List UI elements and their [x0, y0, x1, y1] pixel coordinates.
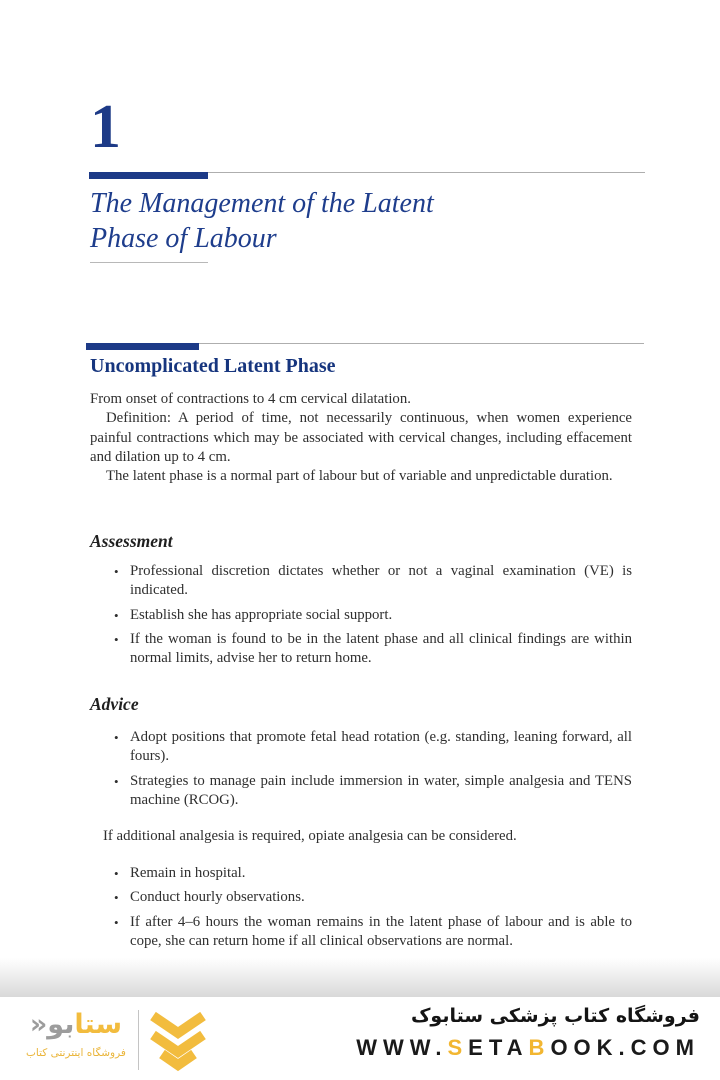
bullet-icon: •	[114, 890, 119, 906]
list-item	[90, 606, 632, 625]
url-part: ETA	[468, 1035, 529, 1060]
list-item-text: Remain in hospital.	[130, 865, 246, 881]
url-part: WWW.	[356, 1035, 448, 1060]
chapter-rule	[89, 172, 645, 179]
advice-bullet-list	[90, 728, 632, 815]
list-item	[90, 562, 632, 601]
chapter-title-line1: The Management of the Latent	[90, 188, 434, 219]
section-rule-accent-bar	[86, 343, 199, 350]
url-accent-letter: B	[528, 1035, 551, 1060]
intro-paragraphs	[90, 390, 632, 486]
bullet-icon: •	[114, 607, 119, 623]
bullet-icon: •	[114, 914, 119, 930]
bullet-icon: •	[114, 730, 119, 745]
logo-wordmark-yellow: ستا	[74, 1009, 123, 1040]
note-paragraph: If additional analgesia is required, opiate analgesia can be considered.	[103, 828, 517, 844]
list-item-text: Strategies to manage pain include immersion in water, simple analgesia and TENS machine (RCOG).	[130, 772, 632, 808]
bullet-icon: •	[114, 631, 119, 647]
list-item	[90, 728, 632, 767]
setabook-logo	[26, 1007, 207, 1080]
list-item-text: If the woman is found to be in the latent phase and all clinical findings are within normal limits, advise her to return home.	[130, 630, 632, 667]
section-heading: Uncomplicated Latent Phase	[90, 355, 336, 377]
bullet-icon: •	[114, 564, 119, 579]
list-item	[90, 864, 632, 883]
list-item	[90, 888, 632, 907]
logo-wordmark	[30, 1007, 122, 1043]
store-title: فروشگاه کتاب پزشکی ستابوک	[410, 1005, 700, 1027]
chevron-logo-icon	[149, 1009, 207, 1080]
logo-guillemet-icon: «	[29, 1009, 48, 1040]
logo-divider	[138, 1010, 140, 1070]
chapter-number: 1	[90, 93, 121, 161]
logo-wordmark-gray: بو	[47, 1009, 75, 1040]
assessment-bullet-list	[90, 562, 632, 673]
advice-heading: Advice	[90, 694, 139, 714]
list-item-text: Establish she has appropriate social support.	[130, 606, 393, 623]
page-bottom-fade	[0, 958, 720, 997]
footer-store-info	[356, 1005, 700, 1061]
paragraph: The latent phase is a normal part of labour but of variable and unpredictable duration.	[106, 468, 613, 485]
list-item-text: Adopt positions that promote fetal head rotation (e.g. standing, leaning forward, all fours).	[130, 729, 632, 765]
chapter-title-underline	[90, 262, 208, 263]
assessment-heading: Assessment	[90, 531, 173, 551]
paragraph: From onset of contractions to 4 cm cervical dilatation.	[90, 391, 411, 407]
chapter-title	[90, 186, 434, 256]
list-item-text: Conduct hourly observations.	[130, 889, 305, 906]
logo-tagline: فروشگاه اینترنتی کتاب	[26, 1047, 126, 1059]
chapter-title-line2: Phase of Labour	[90, 223, 277, 254]
section-rule	[86, 343, 644, 350]
list-item-text: Professional discretion dictates whether or not a vaginal examination (VE) is indicated.	[130, 563, 632, 599]
url-accent-letter: S	[447, 1035, 469, 1060]
website-url	[356, 1035, 700, 1061]
list-item-text: If after 4–6 hours the woman remains in the latent phase of labour and is able to cope, she can return home if all clinical observations are normal.	[130, 913, 632, 949]
chapter-rule-accent-bar	[89, 172, 208, 179]
list-item	[90, 913, 632, 952]
note-bullet-list	[90, 864, 632, 956]
bookstore-footer	[0, 997, 720, 1080]
logo-text-block	[26, 1007, 126, 1059]
paragraph: Definition: A period of time, not necessarily continuous, when women experience painful contractions which may be associated with cervical changes, including effacement and dilation up to 4 cm.	[90, 410, 632, 465]
list-item	[90, 630, 632, 669]
list-item	[90, 772, 632, 811]
url-part: OOK.COM	[550, 1035, 700, 1060]
bullet-icon: •	[114, 773, 119, 789]
bullet-icon: •	[114, 866, 119, 881]
